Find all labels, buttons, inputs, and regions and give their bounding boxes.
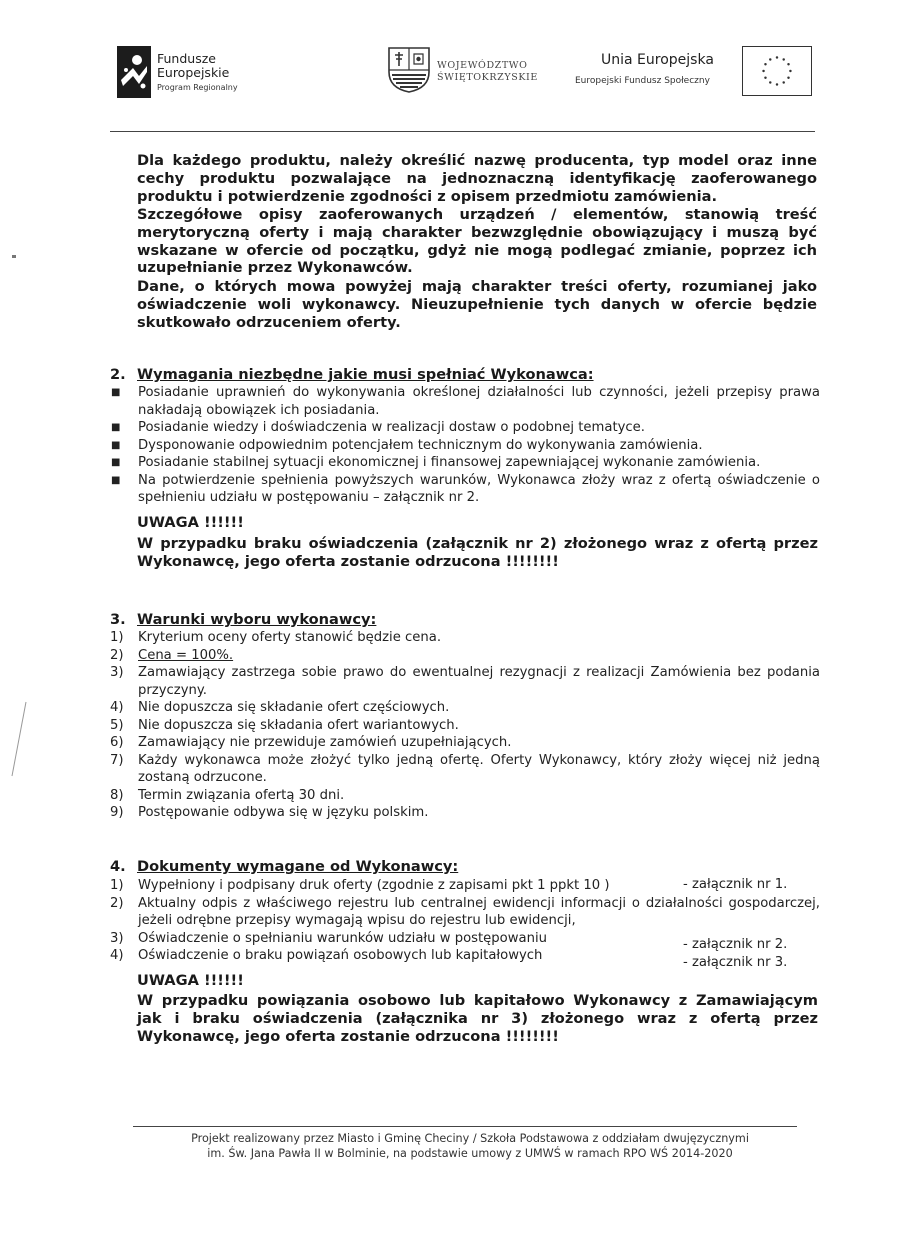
bullet-icon: ■	[111, 439, 121, 451]
list-item	[110, 752, 820, 787]
list-item-number: 4)	[110, 700, 124, 715]
eu-logo-title: Unia Europejska	[601, 52, 714, 68]
section-3-number: 3.	[110, 611, 126, 628]
footer	[130, 1131, 810, 1161]
fe-logo-line2: Europejskie	[157, 65, 230, 80]
section-4-number: 4.	[110, 858, 126, 875]
attachment-ref-1: - załącznik nr 1.	[683, 877, 788, 892]
list-item	[110, 734, 820, 752]
bullet-icon: ■	[111, 422, 121, 433]
section-3-list	[110, 629, 820, 822]
list-item-text: Posiadanie wiedzy i doświadczenia w realizacji dostaw o podobnej tematyce.	[138, 420, 645, 435]
list-item-text: Cena = 100%.	[138, 647, 234, 663]
footer-line-2: im. Św. Jana Pawła II w Bolminie, na podstawie umowy z UMWŚ w ramach RPO WŚ 2014-2020	[207, 1147, 733, 1160]
list-item-number: 5)	[110, 717, 124, 733]
section-4-warning: W przypadku powiązania osobowo lub kapitałowo Wykonawcy z Zamawiającym jak i braku oświadczenia (załącznika nr 3) złożonego wraz z ofertą przez Wykonawcę, jego oferta zostanie odrzucona !!!!!!!!	[137, 992, 818, 1045]
scan-artifact-dot	[12, 255, 16, 258]
list-item	[110, 664, 820, 699]
list-item	[110, 454, 820, 472]
fe-logo-line1: Fundusze	[157, 51, 216, 66]
unia-europejska-logo	[575, 46, 815, 98]
section-2-list	[110, 384, 820, 507]
list-item	[110, 437, 820, 455]
eu-logo-subtitle: Europejski Fundusz Społeczny	[575, 76, 710, 86]
list-item	[110, 895, 820, 930]
list-item-text: Aktualny odpis z właściwego rejestru lub centralnej ewidencji informacji o działalności gospodarczej, jeżeli odrębne przepisy wymagają wpisu do rejestru lub ewidencji,	[138, 895, 820, 928]
section-4-uwaga: UWAGA !!!!!!	[137, 972, 244, 989]
list-item-number: 3)	[110, 930, 124, 946]
scan-artifact-line	[8, 700, 28, 780]
attachment-ref-3: - załącznik nr 3.	[683, 955, 788, 970]
section-2-warning: W przypadku braku oświadczenia (załącznik nr 2) złożonego wraz z ofertą przez Wykonawcę, jego oferta zostanie odrzucona !!!!!!!!	[137, 535, 818, 570]
section-2-title: Wymagania niezbędne jakie musi spełniać Wykonawca:	[137, 366, 594, 383]
list-item-number: 9)	[110, 805, 124, 820]
list-item-text: Oświadczenie o spełnianiu warunków udziału w postępowaniu	[138, 930, 547, 946]
list-item-number: 2)	[110, 647, 124, 663]
list-item-number: 6)	[110, 735, 124, 750]
list-item	[110, 647, 820, 665]
section-3-title: Warunki wyboru wykonawcy:	[137, 611, 377, 628]
list-item-text: Posiadanie uprawnień do wykonywania określonej działalności lub czynności, jeżeli przepisy prawa nakładają obowiązek ich posiadania.	[138, 385, 820, 418]
fe-logo-line3: Program Regionalny	[157, 83, 238, 92]
list-item-text: Termin związania ofertą 30 dni.	[138, 787, 345, 803]
bullet-icon: ■	[111, 457, 121, 468]
intro-paragraph-1: Dla każdego produktu, należy określić nazwę producenta, typ model oraz inne cechy produktu pozwalające na jednoznaczną identyfikację zaoferowanego produktu i potwierdzenie zgodności z opisem przedmiotu zamówienia.	[137, 152, 817, 205]
list-item-text: Na potwierdzenie spełnienia powyższych warunków, Wykonawca złoży wraz z ofertą oświadczenie o spełnieniu udziału w postępowaniu – załącznik nr 2.	[138, 472, 820, 505]
list-item	[110, 717, 820, 735]
list-item-number: 8)	[110, 787, 124, 803]
coat-of-arms-icon	[387, 46, 431, 94]
list-item	[110, 699, 820, 717]
attachment-ref-2: - załącznik nr 2.	[683, 937, 788, 952]
list-item-text: Zamawiający nie przewiduje zamówień uzupełniających.	[138, 735, 512, 750]
list-item	[110, 629, 820, 647]
footer-divider	[133, 1126, 797, 1127]
list-item-text: Zamawiający zastrzega sobie prawo do ewentualnej rezygnacji z realizacji Zamówienia bez podania przyczyny.	[138, 665, 820, 698]
list-item-number: 1)	[110, 630, 124, 645]
list-item-number: 3)	[110, 665, 124, 680]
list-item-text: Nie dopuszcza się składania ofert wariantowych.	[138, 717, 459, 733]
fundusze-europejskie-logo	[117, 46, 267, 98]
list-item-text: Dysponowanie odpowiednim potencjałem technicznym do wykonywania zamówienia.	[138, 437, 703, 453]
list-item-text: Nie dopuszcza się składanie ofert częściowych.	[138, 700, 450, 715]
list-item	[110, 472, 820, 507]
bullet-icon: ■	[111, 474, 121, 486]
list-item-text: Kryterium oceny oferty stanowić będzie cena.	[138, 630, 442, 645]
list-item-number: 7)	[110, 752, 124, 768]
list-item-text: Postępowanie odbywa się w języku polskim.	[138, 805, 429, 820]
list-item	[110, 787, 820, 805]
header-divider	[110, 131, 815, 132]
region-logo-line2: ŚWIĘTOKRZYSKIE	[437, 72, 538, 83]
section-2-uwaga: UWAGA !!!!!!	[137, 514, 244, 531]
section-4-title: Dokumenty wymagane od Wykonawcy:	[137, 858, 459, 875]
fundusze-europejskie-emblem-icon	[117, 46, 151, 98]
list-item	[110, 419, 820, 437]
list-item	[110, 804, 820, 822]
list-item-number: 2)	[110, 895, 124, 911]
list-item-text: Wypełniony i podpisany druk oferty (zgodnie z zapisami pkt 1 ppkt 10 )	[138, 878, 610, 893]
footer-line-1: Projekt realizowany przez Miasto i Gminę Checiny / Szkoła Podstawowa z oddziałam dwujęzycznymi	[191, 1132, 749, 1145]
region-logo-line1: WOJEWÓDZTWO	[437, 60, 528, 71]
wojewodztwo-logo	[387, 46, 537, 98]
eu-flag-icon	[742, 46, 812, 96]
list-item-text: Oświadczenie o braku powiązań osobowych lub kapitałowych	[138, 948, 543, 963]
intro-paragraph-3: Dane, o których mowa powyżej mają charakter treści oferty, rozumianej jako oświadczenie woli wykonawcy. Nieuzupełnienie tych danych w ofercie będzie skutkowało odrzuceniem oferty.	[137, 278, 817, 331]
intro-paragraph-2: Szczegółowe opisy zaoferowanych urządzeń / elementów, stanowią treść merytoryczną oferty i mają charakter bezwzględnie obowiązujący i muszą być wskazane w ofercie od początku, gdyż nie mogą podlegać zmianie, poprzez ich uzupełnianie przez Wykonawców.	[137, 206, 817, 277]
list-item-text: Każdy wykonawca może złożyć tylko jedną ofertę. Oferty Wykonawcy, który złoży więcej niż jedną zostaną odrzucone.	[138, 752, 820, 785]
list-item-number: 4)	[110, 948, 124, 963]
bullet-icon: ■	[111, 387, 121, 398]
section-2-number: 2.	[110, 366, 126, 383]
list-item-text: Posiadanie stabilnej sytuacji ekonomicznej i finansowej zapewniającej wykonanie zamówienia.	[138, 455, 761, 470]
list-item	[110, 384, 820, 419]
list-item-number: 1)	[110, 878, 124, 893]
